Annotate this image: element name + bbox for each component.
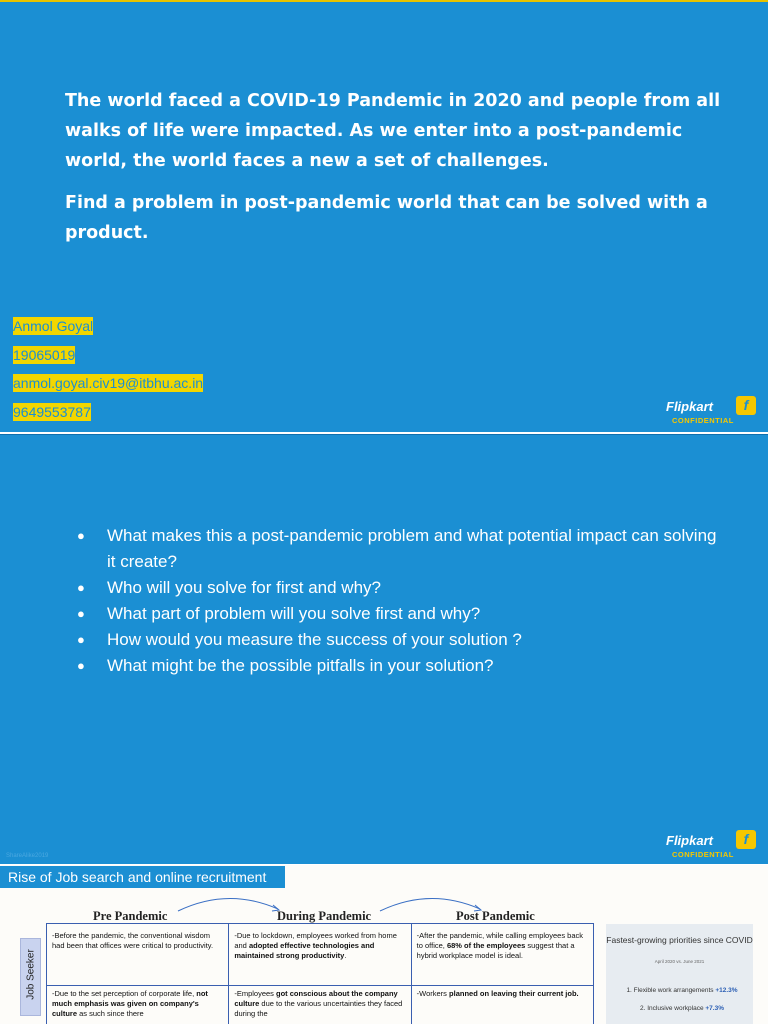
table-cell: -Employees got conscious about the company culture due to the various uncertainties they faced during the [229,986,411,1024]
problem-statement-paragraph: Find a problem in post-pandemic world that can be solved with a product. [65,193,708,243]
flipkart-logo [666,394,756,428]
shopping-bag-icon: f [736,396,756,415]
questions-slide [0,434,768,864]
table-cell: -Workers planned on leaving their current job. [411,986,593,1024]
list-item: 1. Flexible work arrangements +12.3% [626,987,738,994]
problem-context-paragraph: The world faced a COVID-19 Pandemic in 2020 and people from all walks of life were impacted. As we enter into a post-pandemic world, the world faces a new a set of challenges. [65,91,721,171]
arrow-icon [176,893,286,915]
priorities-title: Fastest-growing priorities since COVID [606,935,753,945]
bullet-icon: ● [77,579,85,595]
phase-heading-during: During Pandemic [277,909,372,923]
table-row [47,924,594,986]
table-cell: -Before the pandemic, the conventional wisdom had been that offices were critical to productivity. [47,924,229,986]
logo-wordmark: Flipkart [666,399,713,414]
comparison-table [46,923,594,1024]
list-item [77,627,717,653]
flipkart-logo [666,828,756,862]
logo-wordmark: Flipkart [666,833,713,848]
footer-note: ShareAlike2019 [6,853,49,859]
intro-slide [0,0,768,432]
priorities-panel [606,924,753,1024]
question-text: How would you measure the success of your solution ? [107,629,522,649]
job-search-slide [0,865,768,1024]
slide-title: Rise of Job search and online recruitment [0,866,285,888]
question-text: What makes this a post-pandemic problem and what potential impact can solving it create? [107,526,717,571]
list-item: 2. Inclusive workplace +7.3% [639,1005,724,1012]
table-cell: -Due to lockdown, employees worked from home and adopted effective technologies and maintained strong productivity. [229,924,411,986]
question-text: What might be the possible pitfalls in your solution? [107,655,494,675]
table-cell: -After the pandemic, while calling employees back to office, 68% of the employees suggest that a hybrid workplace model is ideal. [411,924,593,986]
bullet-icon: ● [77,528,85,543]
contact-email: anmol.goyal.civ19@itbhu.ac.in [13,375,204,392]
table-cell: -Due to the set perception of corporate life, not much emphasis was given on company's culture as such since there [47,986,229,1024]
intro-text [65,86,725,260]
confidential-tag: CONFIDENTIAL [672,416,734,425]
question-text: Who will you solve for first and why? [107,577,381,597]
list-item [77,523,717,574]
table-row [47,986,594,1024]
row-header-label: Job Seeker [25,949,37,1000]
bullet-icon: ● [77,631,85,647]
bullet-icon: ● [77,605,85,621]
question-list [77,523,717,679]
list-item [77,601,717,627]
question-text: What part of problem will you solve first and why? [107,603,481,623]
confidential-tag: CONFIDENTIAL [672,850,734,859]
bullet-icon: ● [77,657,85,673]
phase-heading-post: Post Pandemic [456,909,535,923]
row-header [20,938,41,1016]
contact-name: Anmol Goyal [13,318,94,334]
contact-roll-number: 19065019 [13,346,76,363]
phase-heading-pre: Pre Pandemic [93,909,168,923]
contact-phone: 9649553787 [13,404,91,421]
shopping-bag-icon: f [736,830,756,849]
list-item [77,575,717,601]
contact-block [13,318,203,433]
list-item [77,653,717,679]
priorities-subtitle: April 2020 vs. June 2021 [654,959,705,964]
